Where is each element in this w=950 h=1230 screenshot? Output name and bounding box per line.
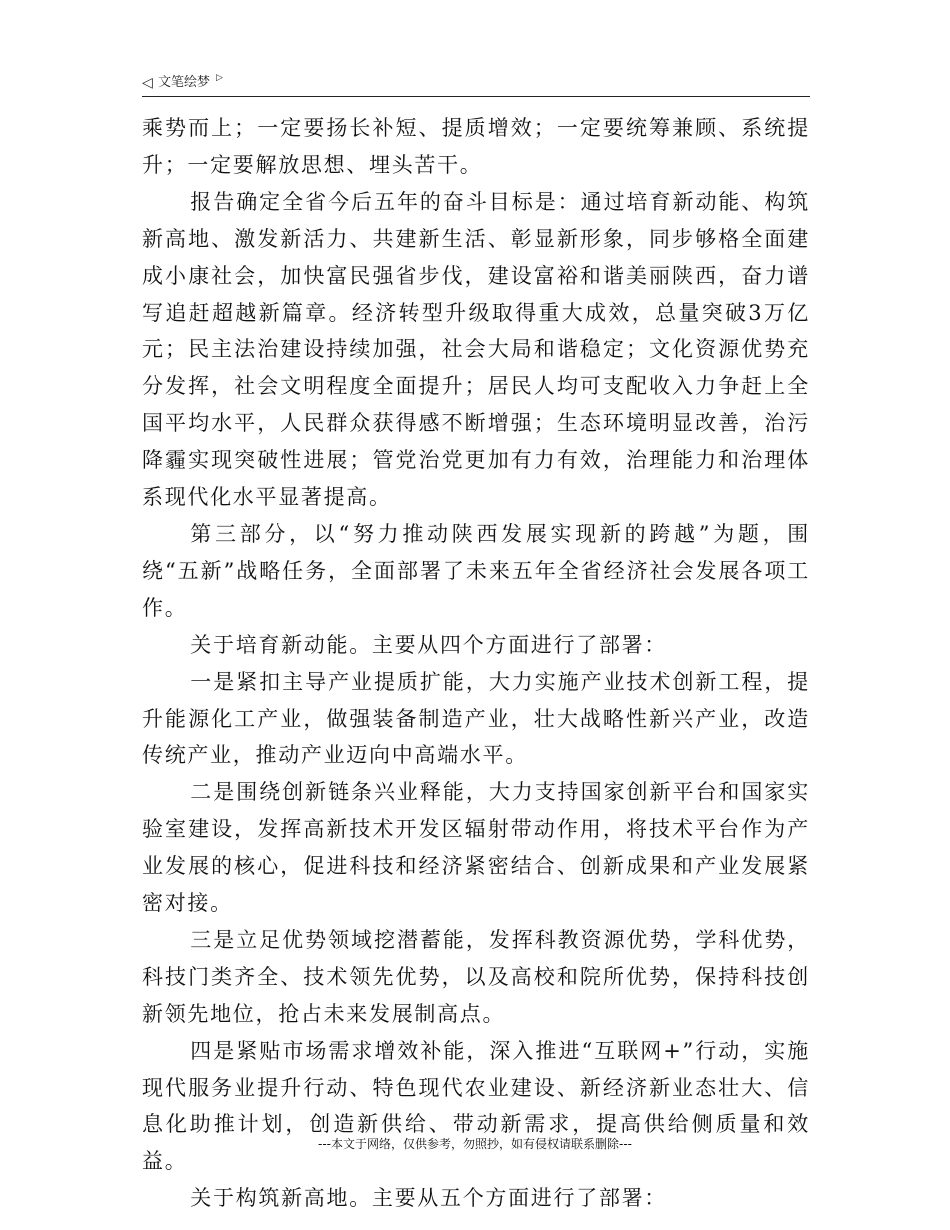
- paragraph-goals: 报告确定全省今后五年的奋斗目标是：通过培育新动能、构筑新高地、激发新活力、共建新生活、彰显新形象，同步够格全面建成小康社会，加快富民强省步伐，建设富裕和谐美丽陕西，奋力谱写追赶超越新篇章。经济转型升级取得重大成效，总量突破3万亿元；民主法治建设持续加强，社会大局和谐稳定；文化资源优势充分发挥，社会文明程度全面提升；居民人均可支配收入力争赶上全国平均水平，人民群众获得感不断增强；生态环境明显改善，治污降霾实现突破性进展；管党治党更加有力有效，治理能力和治理体系现代化水平显著提高。: [142, 189, 810, 510]
- paragraph-item-two: 二是围绕创新链条兴业释能，大力支持国家创新平台和国家实验室建设，发挥高新技术开发区辐射带动作用，将技术平台作为产业发展的核心，促进科技和经济紧密结合、创新成果和产业发展紧密对接。: [142, 780, 810, 916]
- header-title: 文笔绘梦: [158, 75, 211, 90]
- page-footer: ---本文于网络，仅供参考，勿照抄，如有侵权请联系删除---: [318, 1137, 632, 1151]
- left-triangle-icon: ◁: [142, 75, 153, 91]
- document-body: [142, 110, 810, 1217]
- paragraph-continuation: 乘势而上；一定要扬长补短、提质增效；一定要统筹兼顾、系统提升；一定要解放思想、埋头苦干。: [142, 116, 810, 177]
- paragraph-part-three: 第三部分，以“努力推动陕西发展实现新的跨越”为题，围绕“五新”战略任务，全面部署了未来五年全省经济社会发展各项工作。: [142, 521, 810, 620]
- paragraph-new-momentum-heading: 关于培育新动能。主要从四个方面进行了部署：: [190, 632, 667, 657]
- paragraph-item-three: 三是立足优势领域挖潜蓄能，发挥科教资源优势，学科优势，科技门类齐全、技术领先优势，以及高校和院所优势，保持科技创新领先地位，抢占未来发展制高点。: [142, 927, 810, 1026]
- right-triangle-icon: ▷: [216, 73, 223, 83]
- paragraph-item-one: 一是紧扣主导产业提质扩能，大力实施产业技术创新工程，提升能源化工产业，做强装备制造产业，壮大战略性新兴产业，改造传统产业，推动产业迈向中高端水平。: [142, 669, 810, 768]
- page-header: [142, 74, 810, 97]
- paragraph-new-highland-heading: 关于构筑新高地。主要从五个方面进行了部署：: [190, 1186, 667, 1211]
- paragraph-item-four: 四是紧贴市场需求增效补能，深入推进“互联网+”行动，实施现代服务业提升行动、特色现代农业建设、新经济新业态壮大、信息化助推计划，创造新供给、带动新需求，提高供给侧质量和效益。: [142, 1038, 810, 1174]
